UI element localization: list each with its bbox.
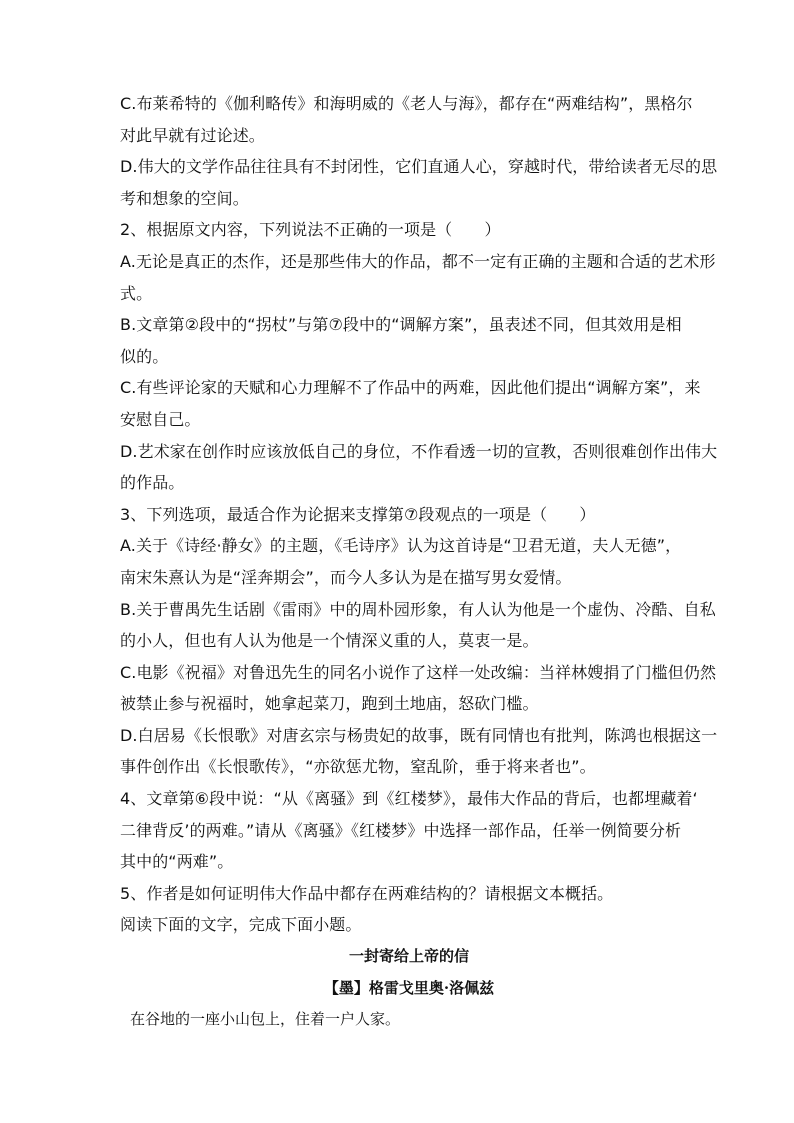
text-line: C.有些评论家的天赋和心力理解不了作品中的两难，因此他们提出“调解方案”，来 [120, 378, 701, 398]
text-line: A.关于《诗经·静女》的主题，《毛诗序》认为这首诗是“卫君无道，夫人无德”， [120, 536, 682, 556]
question-5-stem: 5、作者是如何证明伟大作品中都存在两难结构的？请根据文本概括。 [120, 883, 614, 903]
question-2-stem: 2、根据原文内容，下列说法不正确的一项是（ ） [120, 220, 501, 240]
text-line: D.白居易《长恨歌》对唐玄宗与杨贵妃的故事，既有同情也有批判，陈鸿也根据这一 [120, 725, 718, 745]
text-line: 的小人，但也有人认为他是一个情深义重的人，莫衷一是。 [120, 631, 539, 651]
questions-section [120, 88, 718, 941]
story-author: 【墨】格雷戈里奥·洛佩兹 [323, 978, 495, 997]
question-4-stem: 4、文章第⑥段中说：“从《离骚》到《红楼梦》，最伟大作品的背后，也都埋藏着‘ [120, 789, 698, 809]
story-paragraph: 在谷地的一座小山包上，住着一户人家。 [130, 1010, 401, 1029]
text-line: D.伟大的文学作品往往具有不封闭性，它们直通人心，穿越时代，带给读者无尽的思 [120, 157, 718, 177]
text-line: 安慰自己。 [120, 409, 201, 429]
text-line: 式。 [120, 283, 153, 303]
story-title: 一封寄给上帝的信 [348, 947, 469, 966]
text-line: 考和想象的空间。 [120, 188, 249, 208]
text-line: D.艺术家在创作时应该放低自己的身位，不作看透一切的宣教，否则很难创作出伟大 [120, 441, 718, 461]
reading-instruction: 阅读下面的文字，完成下面小题。 [120, 915, 362, 935]
text-line: 其中的“两难”。 [120, 852, 234, 872]
story-section [120, 941, 698, 1036]
text-line: 的作品。 [120, 473, 185, 493]
text-line: B.关于曹禺先生话剧《雷雨》中的周朴园形象，有人认为他是一个虚伪、冷酷、自私 [120, 599, 716, 619]
text-line: 被禁止参与祝福时，她拿起菜刀，跑到土地庙，怒砍门槛。 [120, 694, 539, 714]
text-line: 似的。 [120, 346, 169, 366]
text-line: 二律背反’的两难。”请从《离骚》《红楼梦》中选择一部作品，任举一例简要分析 [120, 820, 682, 840]
text-line: B.文章第②段中的“拐杖”与第⑦段中的“调解方案”，虽表述不同，但其效用是相 [120, 315, 682, 335]
text-line: A.无论是真正的杰作，还是那些伟大的作品，都不一定有正确的主题和合适的艺术形 [120, 251, 716, 271]
text-line: C.布莱希特的《伽利略传》和海明威的《老人与海》，都存在“两难结构”，黑格尔 [120, 94, 693, 113]
text-line: 事件创作出《长恨歌传》，“亦欲惩尤物，窒乱阶，垂于将来者也”。 [120, 757, 596, 777]
question-3-stem: 3、下列选项，最适合作为论据来支撑第⑦段观点的一项是（ ） [120, 504, 596, 524]
text-line: 南宋朱熹认为是“淫奔期会”，而今人多认为是在描写男女爱情。 [120, 567, 572, 587]
text-line: C.电影《祝福》对鲁迅先生的同名小说作了这样一处改编：当祥林嫂捐了门槛但仍然 [120, 662, 717, 682]
text-line: 对此早就有过论述。 [120, 125, 265, 145]
